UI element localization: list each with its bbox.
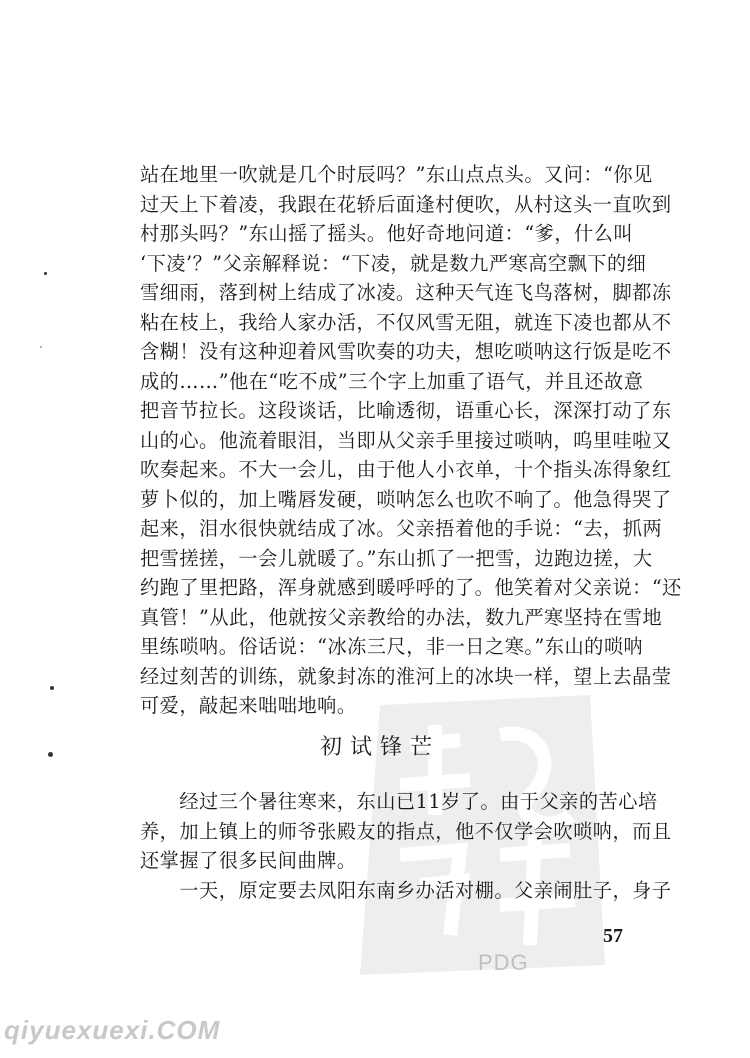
- text-line: 山的心。他流着眼泪，当即从父亲手里接过唢呐，呜里哇啦又: [140, 428, 672, 452]
- text-line: 一天，原定要去凤阳东南乡办活对棚。父亲闹肚子，身子: [140, 878, 672, 902]
- text-line: 真管！”从此，他就按父亲教给的办法，数九严寒坚持在雪地: [140, 605, 663, 629]
- scan-speck: [40, 346, 42, 348]
- text-line: 吹奏起来。不大一会儿，由于他人小衣单，十个指头冻得象红: [140, 458, 672, 481]
- scan-speck: [44, 272, 47, 275]
- text-line: 约跑了里把路，浑身就感到暖呼呼的了。他笑着对父亲说：“还: [140, 576, 682, 599]
- text-line: 含糊！没有这种迎着风雪吹奏的功夫，想吃唢呐这行饭是吃不: [140, 340, 672, 363]
- text-line: 还掌握了很多民间曲牌。: [140, 849, 357, 872]
- text-line: 养，加上镇上的师爷张殿友的指点，他不仅学会吹唢呐，而且: [140, 819, 672, 843]
- body-paragraph-1: [140, 160, 682, 721]
- text-line: 把雪搓搓，一会儿就暖了。”东山抓了一把雪，边跑边搓，大: [140, 546, 653, 570]
- scan-speck: [48, 752, 53, 757]
- text-line: 经过刻苦的训练，就象封冻的淮河上的冰块一样，望上去晶莹: [140, 664, 672, 688]
- text-line: 成的……”他在“吃不成”三个字上加重了语气，并且还故意: [140, 369, 644, 393]
- text-line: 起来，泪水很快就结成了冰。父亲捂着他的手说：“去，抓两: [140, 517, 663, 540]
- text-line: ‘下凌’？”父亲解释说：“下凌，就是数九严寒高空飘下的细: [140, 251, 647, 275]
- text-line: 萝卜似的，加上嘴唇发硬，唢呐怎么也吹不响了。他急得哭了: [140, 487, 672, 511]
- text-line: 站在地里一吹就是几个时辰吗？”东山点点头。又问：“你见: [140, 163, 653, 186]
- text-line: 里练唢呐。俗话说：“冰冻三尺，非一日之寒。”东山的唢呐: [140, 635, 644, 658]
- text-line: 粘在枝上，我给人家办活，不仅风雪无阻，就连下凌也都从不: [140, 310, 672, 334]
- section-heading: 初试锋芒: [319, 735, 440, 760]
- site-watermark: qiyuexuexi.COM: [4, 1015, 221, 1045]
- page-number: 57: [603, 925, 623, 947]
- text-line: 把音节拉长。这段谈话，比喻透彻，语重心长，深深打动了东: [140, 399, 672, 422]
- body-paragraph-2: [140, 787, 672, 905]
- text-line: 可爱，敲起来咄咄地响。: [140, 694, 357, 717]
- text-line: 雪细雨，落到树上结成了冰凌。这种天气连飞鸟落树，脚都冻: [140, 281, 672, 304]
- text-line: 过天上下着凌，我跟在花轿后面逢村便吹，从村这头一直吹到: [140, 192, 672, 216]
- text-line: 经过三个暑往寒来，东山已11岁了。由于父亲的苦心培: [140, 790, 658, 813]
- pdg-watermark: PDG: [478, 950, 529, 975]
- scan-speck: [50, 686, 54, 690]
- text-line: 村那头吗？”东山摇了摇头。他好奇地问道：“爹，什么叫: [140, 222, 634, 245]
